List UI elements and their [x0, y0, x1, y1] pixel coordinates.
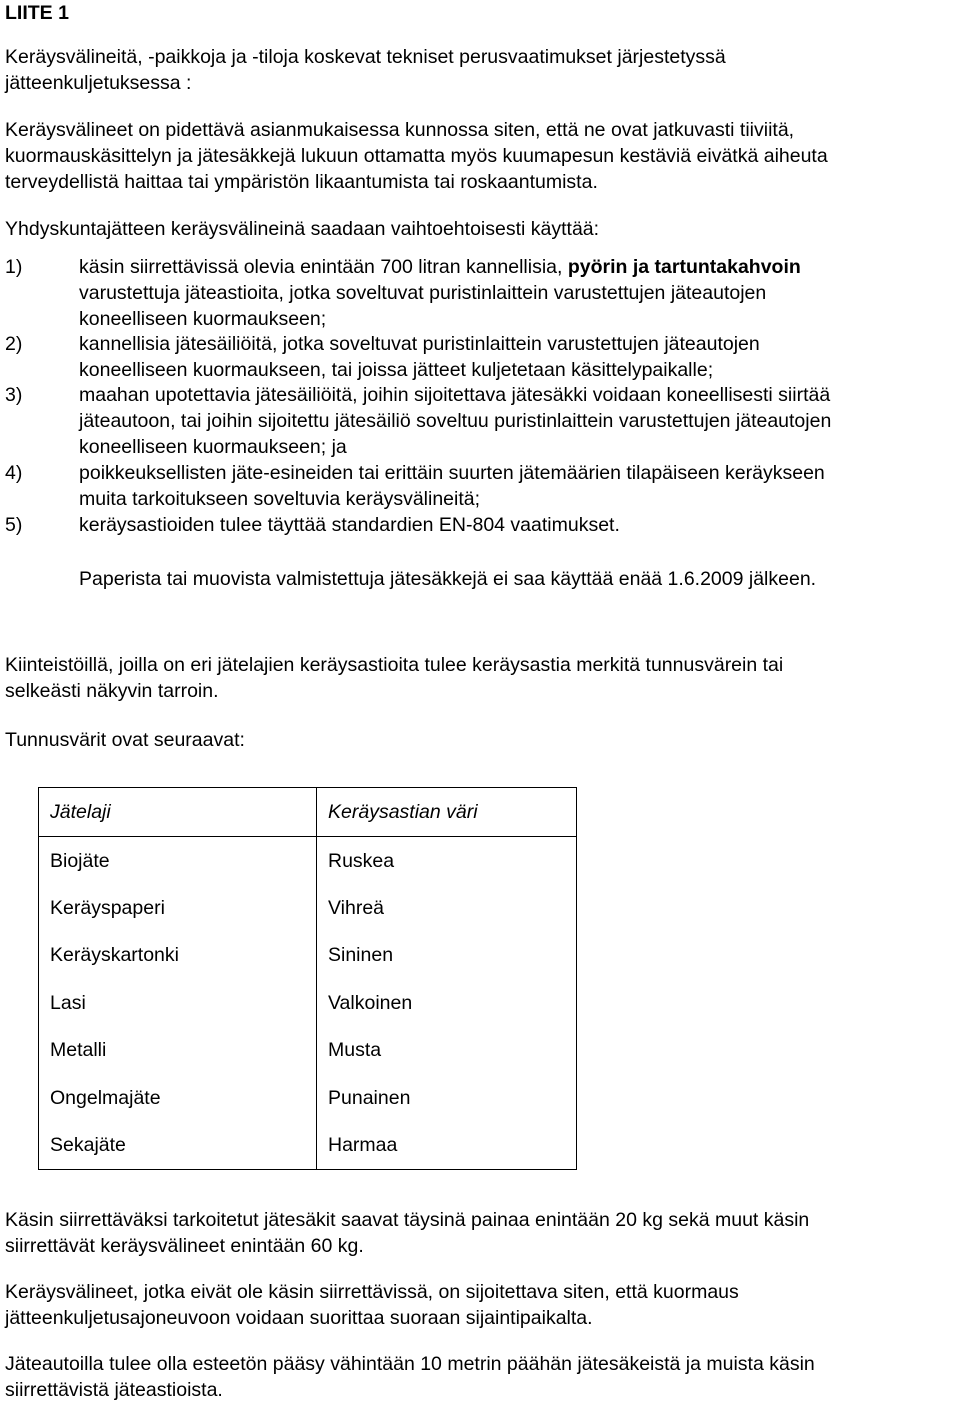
- table-row: [39, 837, 577, 885]
- table-cell-waste-type: Keräyspaperi: [39, 884, 317, 931]
- list-item-5-line-1: keräysastioiden tulee täyttää standardien EN-804 vaatimukset.: [79, 514, 620, 536]
- table-cell-color: Harmaa: [317, 1121, 577, 1169]
- heading-line-2: jätteenkuljetuksessa :: [5, 72, 192, 94]
- list-item-1-number: 1): [5, 256, 23, 278]
- table-row: [39, 979, 577, 1026]
- table-header-row: [39, 788, 577, 837]
- table-cell-waste-type: Biojäte: [39, 837, 317, 885]
- list-item-5-number: 5): [5, 514, 23, 536]
- document-title: LIITE 1: [5, 2, 69, 24]
- table-row: [39, 932, 577, 979]
- list-item-4-number: 4): [5, 462, 23, 484]
- table-cell-waste-type: Keräyskartonki: [39, 932, 317, 979]
- list-item-2-line-2: koneelliseen kuormaukseen, tai joissa jätteet kuljetetaan käsittelypaikalle;: [79, 359, 714, 381]
- sack-note: Paperista tai muovista valmistettuja jätesäkkejä ei saa käyttää enää 1.6.2009 jälkeen.: [79, 568, 817, 590]
- table-cell-color: Punainen: [317, 1074, 577, 1121]
- table-row: [39, 1027, 577, 1074]
- para-placement-line-1: Keräysvälineet, jotka eivät ole käsin siirrettävissä, on sijoitettava siten, että kuormaus: [5, 1281, 739, 1303]
- table-cell-waste-type: Sekajäte: [39, 1121, 317, 1169]
- list-item-4-line-2: muita tarkoitukseen soveltuvia keräysvälineitä;: [79, 488, 481, 510]
- para1-line-1: Keräysvälineet on pidettävä asianmukaisessa kunnossa siten, että ne ovat jatkuvasti tiiviitä,: [5, 119, 795, 141]
- table-row: [39, 1074, 577, 1121]
- para-access-line-1: Jäteautoilla tulee olla esteetön pääsy vähintään 10 metrin päähän jätesäkeistä ja muista käsin: [5, 1353, 815, 1375]
- list-item-2-number: 2): [5, 333, 23, 355]
- list-item-1-bold-text: pyörin ja tartuntakahvoin: [567, 256, 801, 278]
- table-cell-color: Sininen: [317, 932, 577, 979]
- list-item-3-line-1: maahan upotettavia jätesäiliöitä, joihin sijoitettava jätesäkki voidaan koneellisesti siirtää: [79, 384, 831, 406]
- list-item-1-line-2: varustettuja jäteastioita, jotka soveltuvat puristinlaittein varustettujen jäteautojen: [79, 282, 767, 304]
- list-item-3-line-3: koneelliseen kuormaukseen; ja: [79, 436, 347, 458]
- table-cell-waste-type: Ongelmajäte: [39, 1074, 317, 1121]
- table-cell-color: Vihreä: [317, 884, 577, 931]
- para-marking-line-1: Kiinteistöillä, joilla on eri jätelajien keräysastioita tulee keräysastia merkitä tunnusvärein tai: [5, 654, 784, 676]
- list-item-3-line-2: jäteautoon, tai joihin sijoitettu jätesäiliö soveltuu puristinlaittein varustettujen jäteautojen: [79, 410, 832, 432]
- list-item-4-line-1: poikkeuksellisten jäte-esineiden tai erittäin suurten jätemäärien tilapäiseen keräykseen: [79, 462, 825, 484]
- list-intro: Yhdyskuntajätteen keräysvälineinä saadaan vaihtoehtoisesti käyttää:: [5, 218, 600, 240]
- para1-line-2: kuormauskäsittelyn ja jätesäkkejä lukuun ottamatta myös kuumapesun kestäviä eivätkä aiheuta: [5, 145, 828, 167]
- para-weight-line-2: siirrettävät keräysvälineet enintään 60 kg.: [5, 1235, 364, 1257]
- table-row: [39, 1121, 577, 1169]
- color-code-table: [38, 787, 577, 1170]
- para1-line-3: terveydellistä haittaa tai ympäristön likaantumista tai roskaantumista.: [5, 171, 598, 193]
- para-access-line-2: siirrettävistä jäteastioista.: [5, 1379, 223, 1401]
- list-item-1-line-1: käsin siirrettävissä olevia enintään 700 litran kannellisia, pyörin ja tartuntakahvoin: [79, 256, 801, 278]
- table-cell-color: Musta: [317, 1027, 577, 1074]
- para-weight-line-1: Käsin siirrettäväksi tarkoitetut jätesäkit saavat täysinä painaa enintään 20 kg sekä muut käsin: [5, 1209, 810, 1231]
- table-header-container-color: Keräysastian väri: [317, 788, 577, 837]
- para-marking-line-2: selkeästi näkyvin tarroin.: [5, 680, 219, 702]
- heading-line-1: Keräysvälineitä, -paikkoja ja -tiloja koskevat tekniset perusvaatimukset järjestetyssä: [5, 46, 726, 68]
- colors-intro: Tunnusvärit ovat seuraavat:: [5, 729, 245, 751]
- table-cell-color: Valkoinen: [317, 979, 577, 1026]
- table-cell-color: Ruskea: [317, 837, 577, 885]
- para-placement-line-2: jätteenkuljetusajoneuvoon voidaan suorittaa suoraan sijaintipaikalta.: [5, 1307, 593, 1329]
- table-cell-waste-type: Metalli: [39, 1027, 317, 1074]
- list-item-1-line-3: koneelliseen kuormaukseen;: [79, 308, 327, 330]
- list-item-2-line-1: kannellisia jätesäiliöitä, jotka soveltuvat puristinlaittein varustettujen jäteautojen: [79, 333, 760, 355]
- table-cell-waste-type: Lasi: [39, 979, 317, 1026]
- list-item-3-number: 3): [5, 384, 23, 406]
- table-row: [39, 884, 577, 931]
- table-header-waste-type: Jätelaji: [39, 788, 317, 837]
